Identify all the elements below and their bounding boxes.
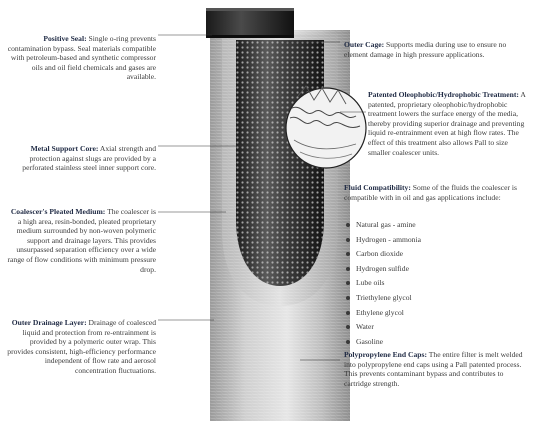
polypropylene-end-cap [206,8,294,38]
oleophobic-callout [368,90,528,157]
metal-support-core-text: Axial strength and protection against slugs are provided by a perforated stainless steel inner support core. [22,144,156,173]
end-caps-callout [344,350,528,388]
list-item: Natural gas - amine [344,218,421,233]
oleophobic-text: A patented, proprietary oleophobic/hydrophobic treatment lowers the surface energy of the media, thereby providing superior drainage and preventing liquid re-entrainment even at high flow rates. The effect of this treatment also allows Pall to size smaller coalescer units. [368,90,526,157]
outer-cage-text: Supports media during use to ensure no element damage in high pressure applications. [344,40,507,59]
bullet-icon [346,340,350,344]
bullet-icon [346,325,350,329]
pleated-medium-callout [6,207,156,274]
list-item: Hydrogen - ammonia [344,233,421,248]
fluid-compat-callout [344,183,528,202]
pleated-medium-title: Coalescer's Pleated Medium: [10,207,106,216]
bullet-icon [346,311,350,315]
bullet-icon [346,252,350,256]
bullet-icon [346,281,350,285]
outer-drainage-text: Drainage of coalesced liquid and protection from re-entrainment is provided by a polymeric outer wrap. This provides consistent, high-efficiency performance independent of flow rate and aerosol concentration fluctuations. [7,318,156,375]
positive-seal-text: Single o-ring prevents contamination bypass. Seal materials compatible with petroleum-based and synthetic compressor oils and oil field chemicals and gases are available. [7,34,156,82]
fluid-compat-text: Some of the fluids the coalescer is compatible with in oil and gas applications include: [344,183,517,202]
list-item: Lube oils [344,276,421,291]
bullet-icon [346,238,350,242]
end-caps-title: Polypropylene End Caps: [344,350,427,359]
list-item: Ethylene glycol [344,306,421,321]
bullet-icon [346,223,350,227]
positive-seal-callout [6,34,156,82]
outer-cage-title: Outer Cage: [344,40,385,49]
metal-support-core-callout [6,144,156,173]
pleated-medium-text: The coalescer is a high area, resin-bonded, pleated proprietary medium surrounded by non-woven polymeric support and drainage layers. This provides unsurpassed separation efficiency over a wide range of flow conditions with minimum pressure drop. [7,207,156,274]
fluid-compat-title: Fluid Compatibility: [344,183,411,192]
fluid-list [344,218,421,349]
end-caps-text: The entire filter is melt welded into polypropylene end caps using a Pall patented process. This prevents contaminant bypass and contributes to cartridge strength. [344,350,523,388]
outer-cage-callout [344,40,528,59]
list-item: Carbon dioxide [344,247,421,262]
list-item: Triethylene glycol [344,291,421,306]
positive-seal-title: Positive Seal: [43,34,87,43]
outer-drainage-callout [6,318,156,376]
list-item: Hydrogen sulfide [344,262,421,277]
list-item: Gasoline [344,335,421,350]
metal-support-core-title: Metal Support Core: [30,144,99,153]
bullet-icon [346,267,350,271]
oleophobic-title: Patented Oleophobic/Hydrophobic Treatment: [368,90,519,99]
list-item: Water [344,320,421,335]
outer-drainage-title: Outer Drainage Layer: [11,318,87,327]
bullet-icon [346,296,350,300]
